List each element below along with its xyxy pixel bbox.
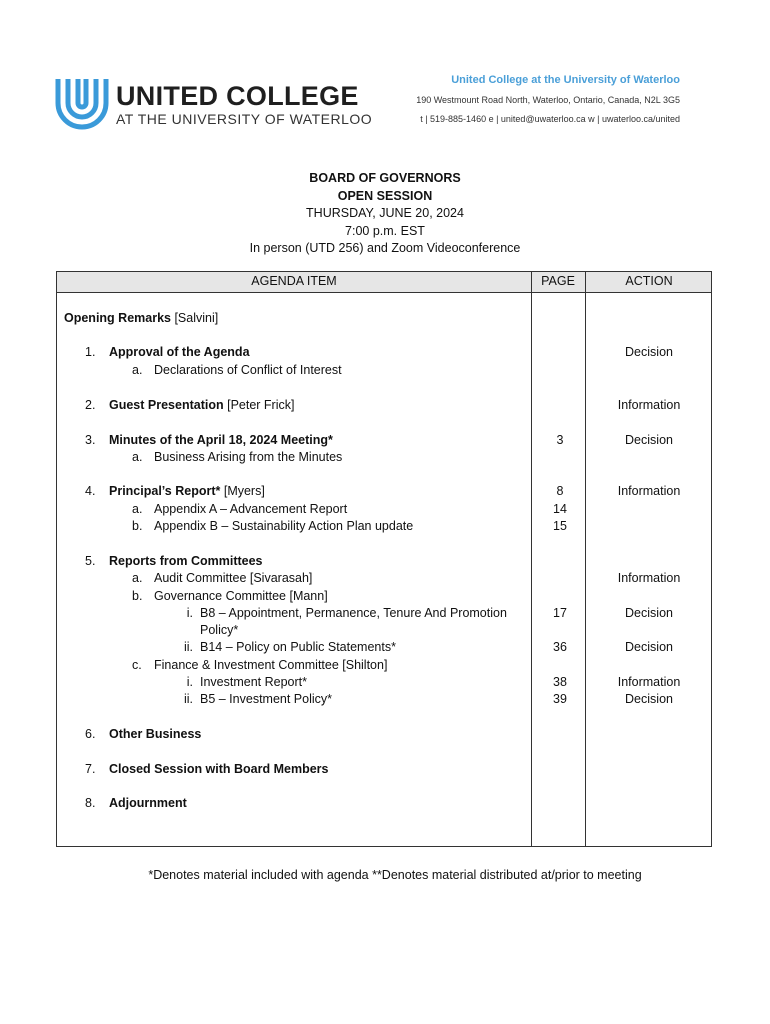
subsubitem-page: 36	[553, 640, 567, 654]
agenda-table	[56, 271, 712, 847]
subsubitem-text: B14 – Policy on Public Statements*	[200, 640, 396, 654]
subsubitem-text: Investment Report*	[200, 675, 307, 689]
item-number: 7.	[85, 762, 96, 776]
subsubitem-action: Decision	[625, 606, 673, 620]
subsubitem-number: i.	[186, 675, 193, 689]
subsubitem-page: 38	[553, 675, 567, 689]
item-number: 5.	[85, 554, 96, 568]
subsubitem-action: Information	[617, 675, 681, 689]
item-title: Guest Presentation [Peter Frick]	[109, 398, 295, 412]
subitem-page: 14	[553, 502, 567, 516]
subitem-text: Finance & Investment Committee [Shilton]	[154, 658, 388, 672]
subsubitem-number: i.	[186, 606, 193, 620]
subitem-letter: a.	[132, 363, 143, 377]
subitem-letter: b.	[132, 519, 143, 533]
item-action: Decision	[625, 345, 673, 359]
item-number: 4.	[85, 484, 96, 498]
meeting-heading	[0, 170, 770, 258]
item-number: 1.	[85, 345, 96, 359]
item-action: Information	[617, 398, 681, 412]
item-title: Other Business	[109, 727, 202, 741]
college-logo	[54, 75, 373, 131]
opening-remarks: Opening Remarks [Salvini]	[64, 311, 219, 325]
item-title: Minutes of the April 18, 2024 Meeting*	[109, 433, 333, 447]
meeting-title: BOARD OF GOVERNORS	[309, 171, 461, 185]
item-title: Approval of the Agenda	[109, 345, 250, 359]
logo-subtitle: AT THE UNIVERSITY OF WATERLOO	[116, 111, 373, 127]
item-title: Closed Session with Board Members	[109, 762, 329, 776]
meeting-date: THURSDAY, JUNE 20, 2024	[306, 206, 464, 220]
subsubitem-number: ii.	[183, 692, 193, 706]
item-number: 2.	[85, 398, 96, 412]
contact-address: 190 Westmount Road North, Waterloo, Ontario, Canada, N2L 3G5	[416, 95, 680, 105]
col-header-page: PAGE	[541, 274, 575, 288]
subitem-text: Appendix B – Sustainability Action Plan update	[154, 519, 414, 533]
item-page: 8	[556, 484, 564, 498]
item-action: Decision	[625, 433, 673, 447]
subitem-text: Audit Committee [Sivarasah]	[154, 571, 313, 585]
column-divider	[531, 272, 532, 846]
item-page: 3	[556, 433, 564, 447]
item-title: Reports from Committees	[109, 554, 263, 568]
subitem-letter: c.	[132, 658, 142, 672]
logo-name: UNITED COLLEGE	[116, 81, 359, 111]
contact-details: t | 519-885-1460 e | united@uwaterloo.ca w | uwaterloo.ca/united	[420, 114, 680, 124]
subitem-action: Information	[617, 571, 681, 585]
subsubitem-number: ii.	[183, 640, 193, 654]
subitem-letter: a.	[132, 450, 143, 464]
subsubitem-action: Decision	[625, 692, 673, 706]
footnote: *Denotes material included with agenda **Denotes material distributed at/prior to meeting	[148, 868, 642, 882]
subsubitem-text: B8 – Appointment, Permanence, Tenure And Promotion	[200, 606, 507, 620]
subsubitem-action: Decision	[625, 640, 673, 654]
col-header-agenda-item: AGENDA ITEM	[251, 274, 337, 288]
subitem-text: Declarations of Conflict of Interest	[154, 363, 342, 377]
item-action: Information	[617, 484, 681, 498]
item-title: Principal’s Report* [Myers]	[109, 484, 265, 498]
contact-block	[416, 74, 680, 133]
subsubitem-text: B5 – Investment Policy*	[200, 692, 333, 706]
item-number: 6.	[85, 727, 96, 741]
subitem-letter: a.	[132, 571, 143, 585]
meeting-time: 7:00 p.m. EST	[345, 223, 425, 238]
subsubitem-page: 17	[553, 606, 567, 620]
contact-title: United College at the University of Waterloo	[451, 74, 680, 86]
subitem-text: Governance Committee [Mann]	[154, 589, 328, 603]
meeting-session: OPEN SESSION	[337, 188, 433, 203]
subitem-text: Appendix A – Advancement Report	[154, 502, 348, 516]
subitem-letter: b.	[132, 589, 143, 603]
meeting-location: In person (UTD 256) and Zoom Videoconference	[249, 241, 521, 255]
united-college-logo-mark-icon	[54, 75, 110, 131]
col-header-action: ACTION	[625, 274, 673, 288]
subitem-letter: a.	[132, 502, 143, 516]
subitem-page: 15	[553, 519, 567, 533]
item-title: Adjournment	[109, 796, 187, 810]
subsubitem-text-continued: Policy*	[200, 623, 239, 637]
item-number: 8.	[85, 796, 96, 810]
item-number: 3.	[85, 433, 96, 447]
subsubitem-page: 39	[553, 692, 567, 706]
subitem-text: Business Arising from the Minutes	[154, 450, 343, 464]
